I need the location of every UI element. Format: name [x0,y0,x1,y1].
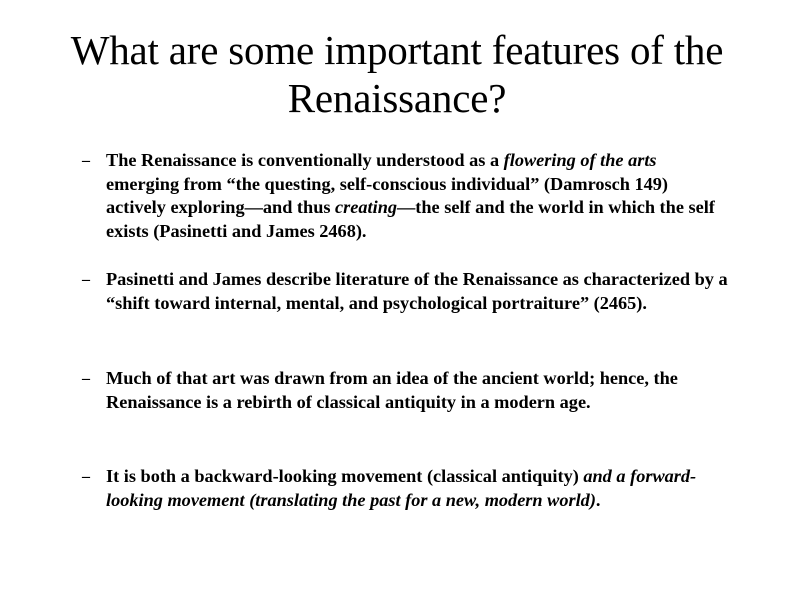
bullet-text-emphasis: and a forward-looking movement (translating the past for a new, modern world) [106,466,697,510]
bullet-item [82,367,732,414]
bullet-text-segment: Much of that art was drawn from an idea of the ancient world; hence, the Renaissance is a rebirth of classical antiquity in a modern age. [106,368,678,412]
bullet-dash-icon: – [82,152,90,169]
bullet-dash-icon: – [82,370,90,387]
bullet-text-segment: Pasinetti and James describe literature of the Renaissance as characterized by a “shift toward internal, mental, and psychological portraiture” (2465). [106,269,728,313]
bullet-dash-icon: – [82,271,90,288]
bullet-text [106,367,732,414]
slide-title-line-2: Renaissance? [287,75,507,121]
bullet-text-segment: It is both a backward-looking movement (classical antiquity) [106,466,584,486]
bullet-item [82,465,732,512]
bullet-text-segment: The Renaissance is conventionally understood as a [106,150,504,170]
bullet-text-emphasis: creating [335,197,397,217]
bullet-dash-icon: – [82,468,90,485]
bullet-text-segment: —the self and the world in which the self exists (Pasinetti and James 2468). [106,197,715,241]
bullet-item [82,149,732,243]
bullet-text [106,268,732,315]
bullet-text [106,465,732,512]
slide-title-line-1: What are some important features of the [70,27,724,73]
bullet-text [106,149,732,243]
bullet-item [82,268,732,315]
bullet-text-segment: . [595,489,601,510]
bullet-text-segment: emerging from “the questing, self-conscious individual” (Damrosch 149) actively exploring—and thus [106,173,668,217]
bullet-text-emphasis: flowering of the arts [503,150,657,170]
